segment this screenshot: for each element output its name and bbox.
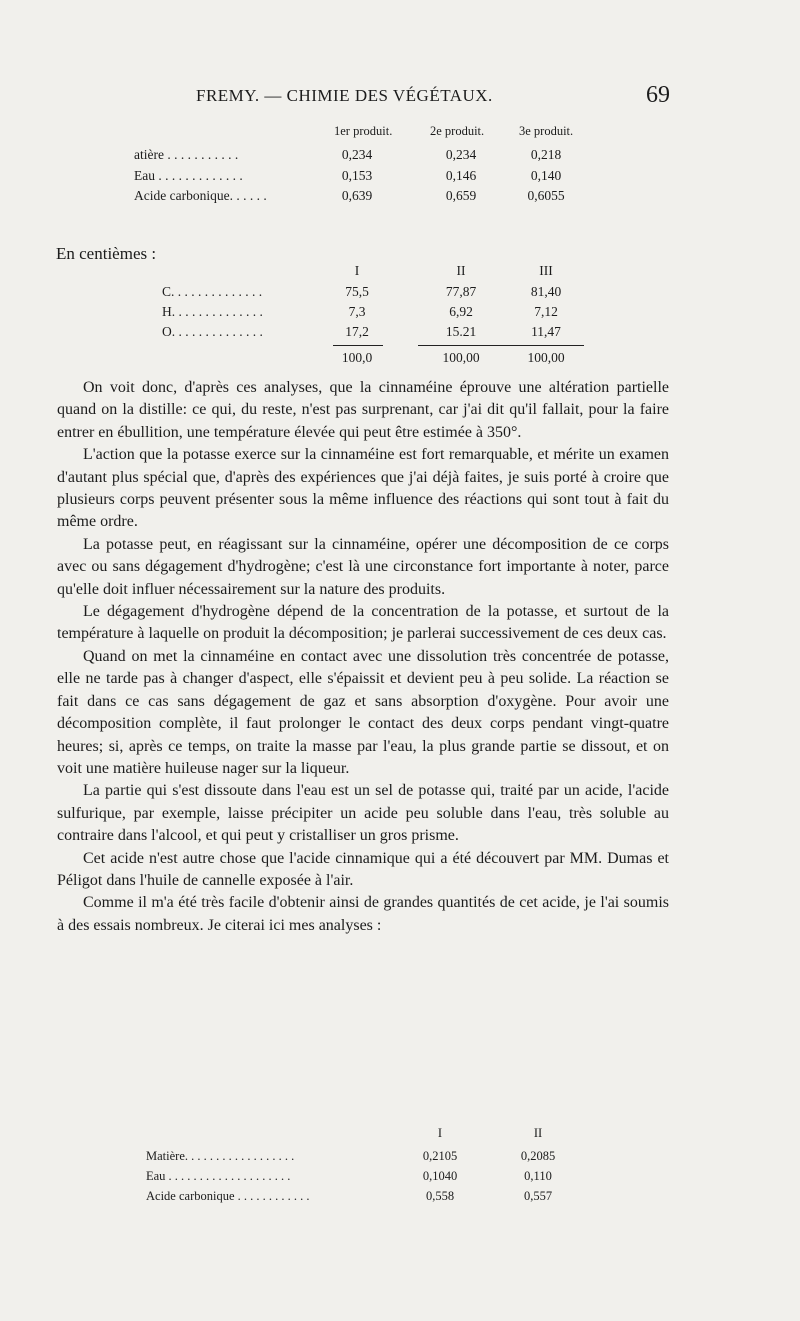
column-header: III <box>539 263 553 278</box>
table-cell: 0,557 <box>523 1189 553 1203</box>
paragraph: La partie qui s'est dissoute dans l'eau est un sel de potasse qui, traité par un acide, l'acide sulfurique, par exemple, laisse précipiter un acide peu soluble dans l'eau, très soluble au contraire dans l'alcool, et qui peut y cristalliser un gros prisme. <box>57 782 669 845</box>
column-header: 1er produit. <box>334 124 393 138</box>
table-cell: 0,558 <box>425 1189 455 1203</box>
table-cell: 0,218 <box>530 147 562 162</box>
column-header: II <box>533 1126 543 1140</box>
table-cell: 15.21 <box>445 324 477 339</box>
row-label: atière . . . . . . . . . . . <box>134 147 239 162</box>
table-cell: 0,234 <box>445 147 477 162</box>
total-cell: 100,00 <box>442 350 480 365</box>
table-cell: 6,92 <box>449 304 473 319</box>
column-header: 3e produit. <box>519 124 574 138</box>
table-cell: 0,110 <box>524 1169 552 1183</box>
row-label: O. . . . . . . . . . . . . . <box>162 324 263 339</box>
paragraph: Le dégagement d'hydrogène dépend de la concentration de la potasse, et surtout de la température à laquelle on produit la décomposition; je parlerai successivement de ces deux cas. <box>57 603 669 643</box>
page-number: 69 <box>646 82 670 108</box>
paragraph: Quand on met la cinnaméine en contact avec une dissolution très concentrée de potasse, elle ne tarde pas à changer d'aspect, elle s'épaissit et devient peu à peu solide. La réaction se fait dans ce cas sans dégagement de gaz et sans absorption d'oxygène. Pour avoir une décomposition complète, il faut prolonger le contact des deux corps pendant vingt-quatre heures; si, après ce temps, on traite la masse par l'eau, la plus grande partie se dissout, et on voit une matière huileuse nager sur la liqueur. <box>57 647 669 777</box>
paragraph: Comme il m'a été très facile d'obtenir ainsi de grandes quantités de cet acide, je l'ai soumis à des essais nombreux. Je citerai ici mes analyses : <box>57 894 669 934</box>
table-cell: 0,639 <box>341 188 373 203</box>
table-cell: 17,2 <box>345 324 369 339</box>
table-cell: 0,2105 <box>422 1149 458 1163</box>
row-label: Acide carbonique . . . . . . . . . . . . <box>146 1189 310 1203</box>
table-cell: 81,40 <box>530 284 562 299</box>
table-cell: 0,1040 <box>422 1169 458 1183</box>
column-header: I <box>354 263 360 278</box>
table-cell: 11,47 <box>531 324 561 339</box>
table-cell: 0,659 <box>445 188 477 203</box>
table-cell: 0,140 <box>530 168 562 183</box>
row-label: H. . . . . . . . . . . . . . <box>162 304 263 319</box>
row-label: Eau . . . . . . . . . . . . . <box>134 168 243 183</box>
column-header: I <box>437 1126 443 1140</box>
table-cell: 77,87 <box>445 284 477 299</box>
row-label: Matière. . . . . . . . . . . . . . . . . . <box>146 1149 295 1163</box>
column-header: 2e produit. <box>430 124 485 138</box>
row-label: Acide carbonique. . . . . . <box>134 188 267 203</box>
table-cell: 75,5 <box>345 284 369 299</box>
table-cell: 0,146 <box>445 168 477 183</box>
table-cell: 0,153 <box>341 168 373 183</box>
running-title: FREMY. — CHIMIE DES VÉGÉTAUX. <box>196 86 493 105</box>
total-cell: 100,00 <box>527 350 565 365</box>
total-cell: 100,0 <box>341 350 373 365</box>
paragraph: L'action que la potasse exerce sur la cinnaméine est fort remarquable, et mérite un examen d'autant plus spécial que, d'après des expériences que j'ai déjà faites, je suis porté à croire que plusieurs corps peuvent présenter sous la même influence des réactions qui sont tout à fait du même ordre. <box>57 446 669 531</box>
row-label: Eau . . . . . . . . . . . . . . . . . . . . <box>146 1169 291 1183</box>
paragraph: Cet acide n'est autre chose que l'acide cinnamique qui a été découvert par MM. Dumas et Péligot dans l'huile de cannelle exposée à l'air. <box>57 849 669 889</box>
table-cell: 7,12 <box>534 304 558 319</box>
row-label: C. . . . . . . . . . . . . . <box>162 284 263 299</box>
table-cell: 0,2085 <box>520 1149 556 1163</box>
table-cell: 7,3 <box>348 304 366 319</box>
table-cell: 0,234 <box>341 147 373 162</box>
paragraph: On voit donc, d'après ces analyses, que la cinnaméine éprouve une altération partielle quand on la distille: ce qui, du reste, n'est pas surprenant, car j'ai dit qu'il fallait, pour la faire entrer en ébullition, une température élevée qui peut être estimée à 350°. <box>57 379 669 441</box>
paragraph: La potasse peut, en réagissant sur la cinnaméine, opérer une décomposition de ce corps avec ou sans dégagement d'hydrogène; c'est là une circonstance fort importante à noter, parce qu'elle doit influer nécessairement sur la nature des produits. <box>57 535 669 598</box>
table-cell: 0,6055 <box>527 188 565 203</box>
column-header: II <box>456 263 466 278</box>
section-label: En centièmes : <box>56 244 157 263</box>
